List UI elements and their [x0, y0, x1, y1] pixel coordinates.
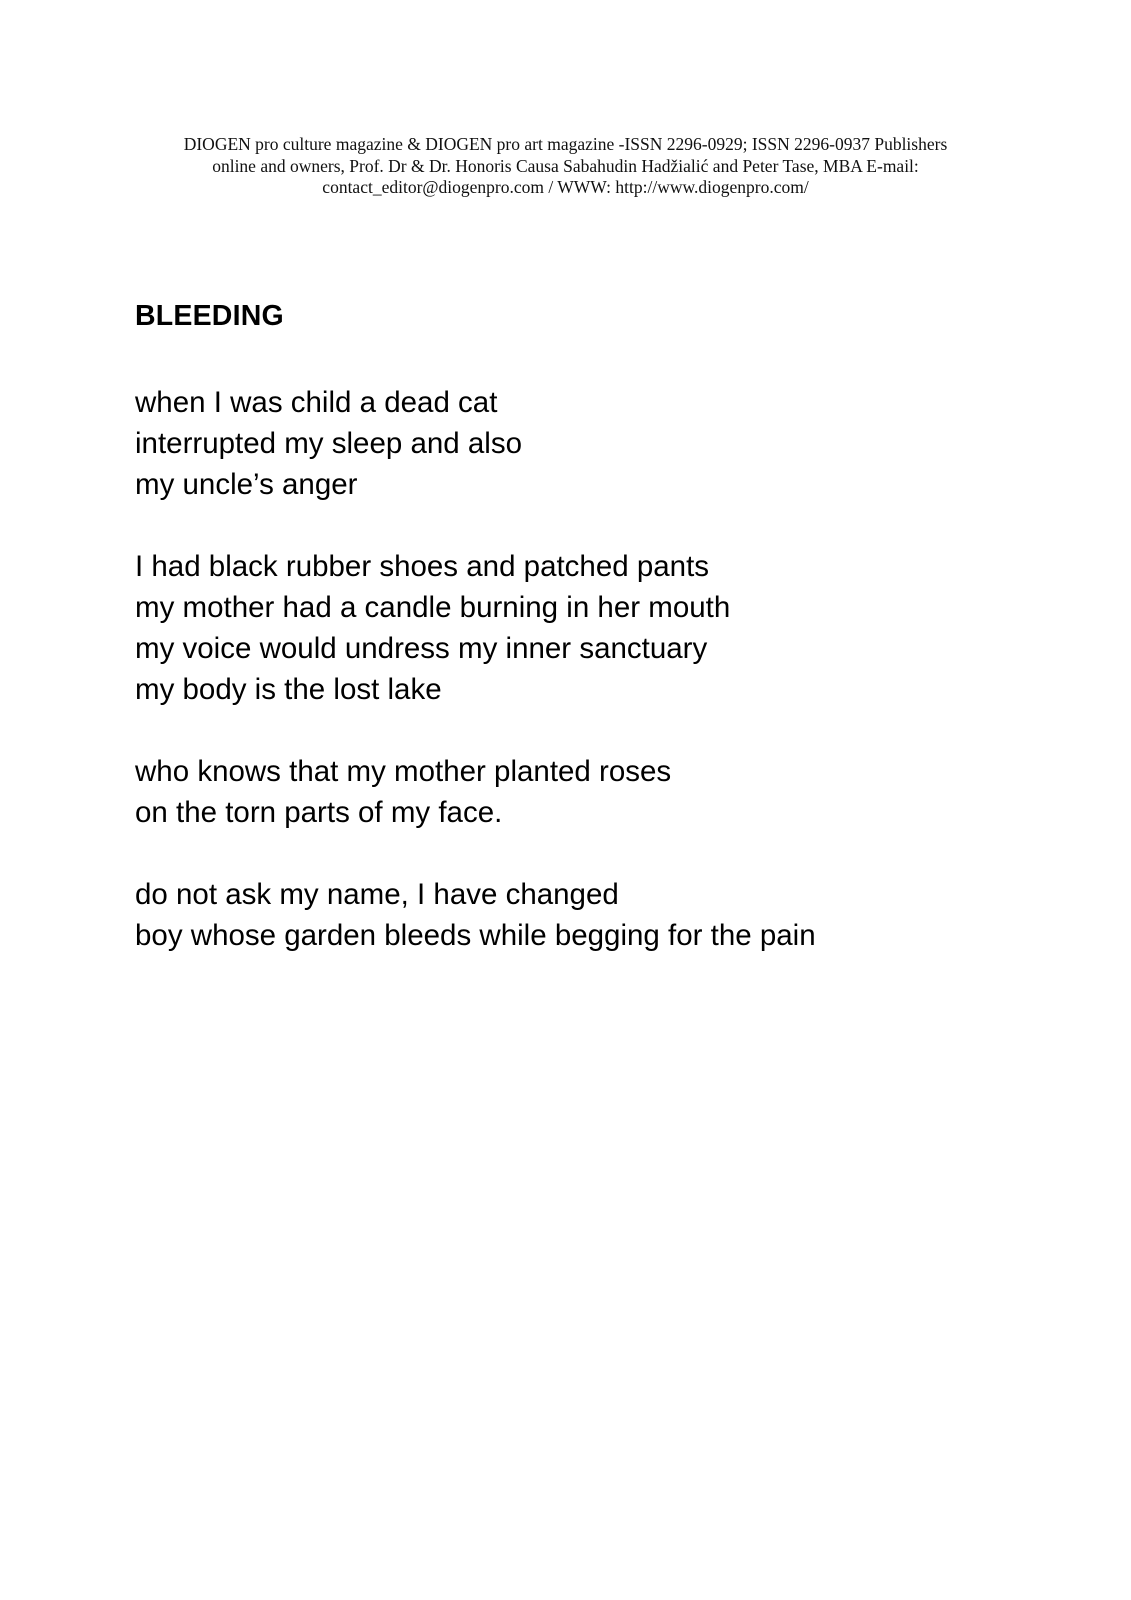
stanza [135, 382, 1035, 505]
poem-body [135, 382, 1035, 997]
magazine-header [120, 134, 1011, 199]
header-line: contact_editor@diogenpro.com / WWW: http://www.diogenpro.com/ [322, 177, 809, 197]
poem-line: my uncle’s anger [135, 468, 358, 501]
poem-line: my voice would undress my inner sanctuary [135, 632, 708, 665]
poem-line: I had black rubber shoes and patched pants [135, 550, 710, 583]
poem-line: on the torn parts of my face. [135, 796, 503, 829]
poem-line: boy whose garden bleeds while begging for the pain [135, 919, 816, 952]
poem-title: BLEEDING [135, 300, 284, 332]
poem-line: when I was child a dead cat [135, 386, 498, 419]
poem-line: my body is the lost lake [135, 673, 442, 706]
stanza [135, 751, 1035, 833]
poem-line: my mother had a candle burning in her mouth [135, 591, 731, 624]
header-line: DIOGEN pro culture magazine & DIOGEN pro art magazine -ISSN 2296-0929; ISSN 2296-0937 Publishers [183, 134, 948, 154]
stanza [135, 874, 1035, 956]
stanza [135, 546, 1035, 710]
poem-line: who knows that my mother planted roses [135, 755, 672, 788]
header-line: online and owners, Prof. Dr & Dr. Honoris Causa Sabahudin Hadžialić and Peter Tase, MBA E-mail: [212, 155, 919, 176]
poem-line: do not ask my name, I have changed [135, 878, 619, 911]
poem-line: interrupted my sleep and also [135, 427, 523, 460]
